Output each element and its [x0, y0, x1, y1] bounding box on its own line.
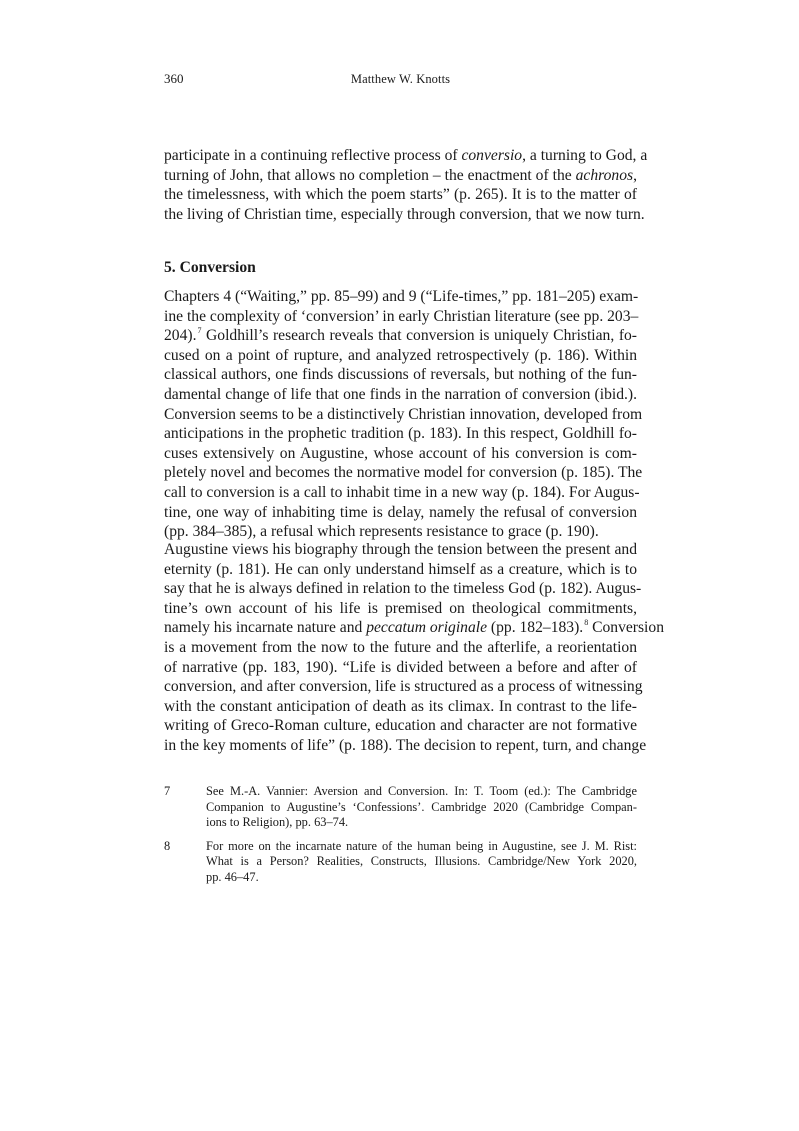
text-line: cused on a point of rupture, and analyzed retrospectively (p. 186). Within	[164, 346, 637, 364]
section-heading: 5. Conversion	[164, 259, 256, 276]
text-line: eternity (p. 181). He can only understand himself as a creature, which is to	[164, 560, 637, 578]
running-title-author: Matthew W. Knotts	[350, 72, 451, 86]
footnotes-section	[164, 784, 637, 894]
footnote-reference-7[interactable]: 7	[197, 326, 202, 336]
paragraph-augustine-biography	[164, 540, 664, 756]
footnote-number: 7	[164, 784, 171, 798]
text-run: 204).	[164, 327, 197, 345]
text-line: See M.-A. Vannier: Aversion and Conversion. In: T. Toom (ed.): The Cambridge	[206, 784, 637, 798]
text-line: pp. 46–47.	[206, 869, 259, 884]
text-line: writing of Greco-Roman culture, education and character are not formative	[164, 717, 637, 735]
text-line: cuses extensively on Augustine, whose account of his conversion is com-	[164, 444, 637, 462]
text-run: the living of Christian time, especially through conversion, that we now turn.	[164, 205, 645, 223]
text-line	[164, 185, 637, 205]
footnote-number: 8	[164, 838, 171, 853]
text-line: Companion to Augustine’s ‘Confessions’. Cambridge 2020 (Cambridge Compan-	[206, 799, 637, 814]
italic-term-peccatum-originale: peccatum originale	[366, 619, 488, 637]
text-run: ,	[633, 166, 637, 184]
paragraph-intro-continuation	[164, 146, 648, 224]
italic-term-conversio: conversio	[461, 147, 523, 164]
text-line: anticipations in the prophetic tradition (p. 183). In this respect, Goldhill fo-	[164, 425, 637, 443]
footnote-reference-8[interactable]: 8	[584, 618, 589, 628]
text-line: Conversion seems to be a distinctively Christian innovation, developed from	[164, 405, 643, 423]
text-line: ions to Religion), pp. 63–74.	[206, 815, 349, 830]
text-run: (pp. 182–183).	[487, 619, 584, 637]
footnote-text	[206, 839, 637, 886]
text-run: turning of John, that allows no completion – the enactment of the	[164, 166, 576, 184]
text-line: conversion, and after conversion, life is structured as a process of witnessing	[164, 678, 643, 696]
text-line: Chapters 4 (“Waiting,” pp. 85–99) and 9 (“Life-times,” pp. 181–205) exam-	[164, 288, 639, 305]
text-line: is a movement from the now to the future and the afterlife, a reorientation	[164, 638, 637, 656]
footnote-8	[164, 839, 637, 886]
text-run: the timelessness, with which the poem starts” (p. 265). It is to the matter of	[164, 186, 637, 204]
text-line: pletely novel and becomes the normative model for conversion (p. 185). The	[164, 464, 643, 482]
page-number: 360	[164, 71, 184, 86]
text-run: participate in a continuing reflective process of	[164, 147, 462, 164]
text-line: What is a Person? Realities, Constructs, Illusions. Cambridge/New York 2020,	[206, 854, 637, 869]
text-line: (pp. 384–385), a refusal which represents resistance to grace (p. 190).	[164, 523, 599, 541]
text-run: Goldhill’s research reveals that conversion is uniquely Christian, fo-	[201, 327, 637, 345]
text-line: call to conversion is a call to inhabit time in a new way (p. 184). For Augus-	[164, 483, 640, 501]
running-header	[164, 71, 637, 91]
text-line: with the constant anticipation of death as its climax. In contrast to the life-	[164, 697, 637, 715]
text-line: tine, one way of inhabiting time is delay, namely the refusal of conversion	[164, 503, 637, 521]
text-run: Conversion	[588, 619, 664, 637]
text-line: say that he is always defined in relation to the timeless God (p. 182). Augus-	[164, 580, 642, 598]
text-line: ine the complexity of ‘conversion’ in early Christian literature (see pp. 203–	[164, 307, 639, 325]
text-line	[164, 146, 648, 166]
text-line	[164, 166, 637, 186]
text-line	[164, 205, 645, 225]
text-line: tine’s own account of his life is premised on theological commitments,	[164, 599, 637, 617]
italic-term-achronos: achronos	[575, 166, 634, 184]
text-line: For more on the incarnate nature of the human being in Augustine, see J. M. Rist:	[206, 838, 637, 853]
text-line: of narrative (pp. 183, 190). “Life is divided between a before and after of	[164, 658, 637, 676]
text-line: in the key moments of life” (p. 188). The decision to repent, turn, and change	[164, 736, 647, 754]
footnote-text	[206, 784, 637, 831]
text-line	[164, 326, 637, 346]
paragraph-conversion-chapters	[164, 287, 643, 542]
text-line	[164, 618, 664, 638]
footnote-7	[164, 784, 637, 831]
text-run: , a turning to God, a	[522, 147, 648, 164]
text-line: Augustine views his biography through the tension between the present and	[164, 541, 637, 558]
text-line: damental change of life that one finds in the narration of conversion (ibid.).	[164, 385, 637, 403]
text-line: classical authors, one finds discussions of reversals, but nothing of the fun-	[164, 366, 637, 384]
text-run: namely his incarnate nature and	[164, 619, 367, 637]
